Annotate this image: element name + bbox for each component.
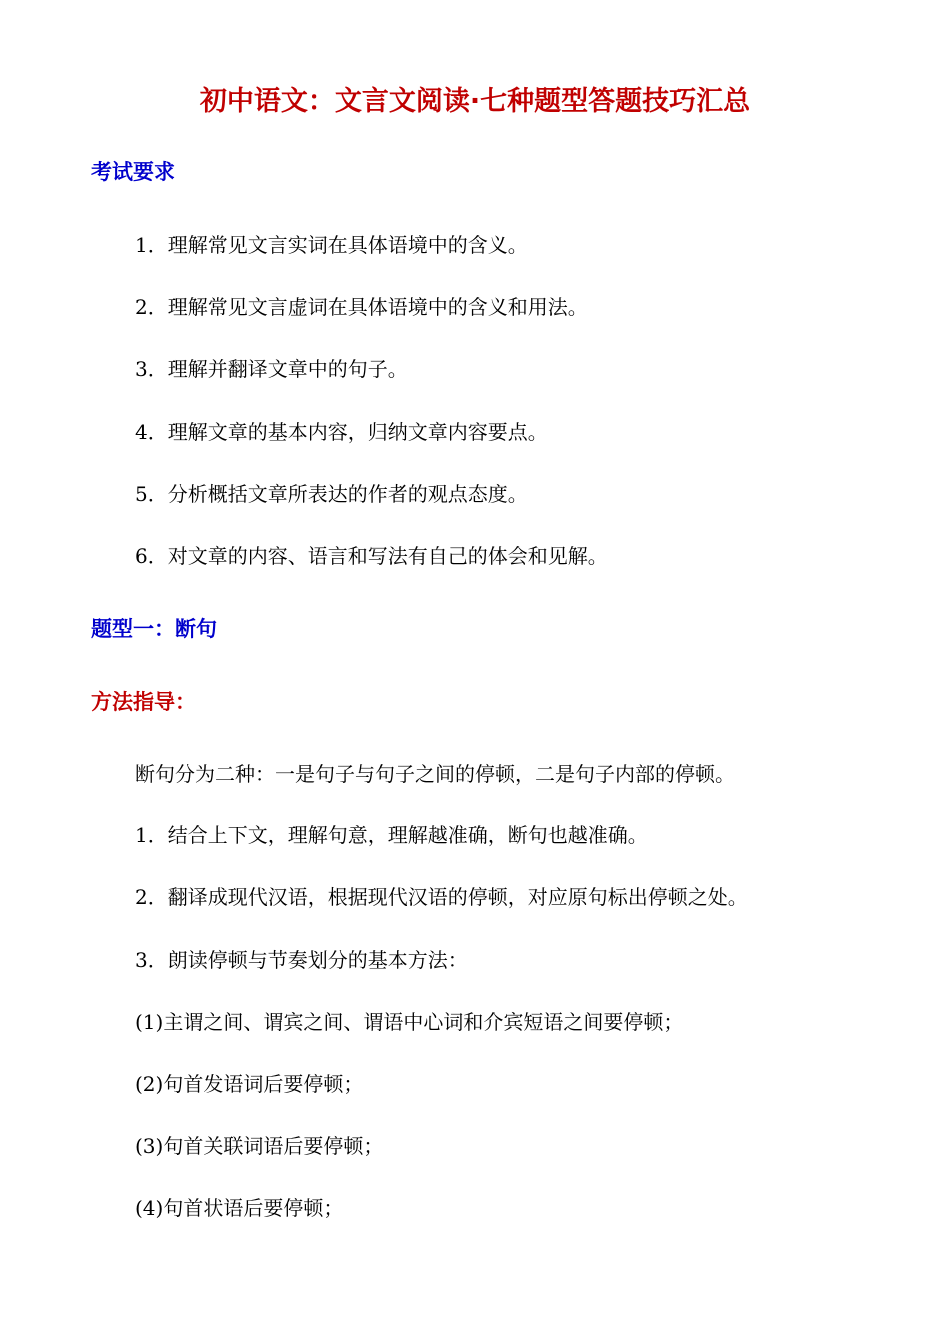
method-intro-paragraph: 断句分为二种：一是句子与句子之间的停顿，二是句子内部的停顿。 — [135, 762, 735, 786]
exam-requirement-item: 3．理解并翻译文章中的句子。 — [135, 357, 408, 381]
exam-requirement-item: 5．分析概括文章所表达的作者的观点态度。 — [135, 482, 528, 506]
method-item: 2．翻译成现代汉语，根据现代汉语的停顿，对应原句标出停顿之处。 — [135, 885, 748, 909]
method-subitem: (1)主谓之间、谓宾之间、谓语中心词和介宾短语之间要停顿； — [135, 1010, 684, 1034]
method-item: 3．朗读停顿与节奏划分的基本方法： — [135, 948, 468, 972]
method-item: 1．结合上下文，理解句意，理解越准确，断句也越准确。 — [135, 823, 648, 847]
exam-requirement-item: 1．理解常见文言实词在具体语境中的含义。 — [135, 233, 528, 257]
method-subitem: (2)句首发语词后要停顿； — [135, 1072, 364, 1096]
exam-requirement-item: 4．理解文章的基本内容，归纳文章内容要点。 — [135, 420, 548, 444]
method-subitem: (4)句首状语后要停顿； — [135, 1196, 344, 1220]
exam-requirement-item: 2．理解常见文言虚词在具体语境中的含义和用法。 — [135, 295, 588, 319]
subheading-method-guide: 方法指导： — [91, 690, 196, 714]
exam-requirement-item: 6．对文章的内容、语言和写法有自己的体会和见解。 — [135, 544, 608, 568]
section-heading-exam-requirements: 考试要求 — [91, 160, 175, 184]
section-heading-question-type-1: 题型一：断句 — [91, 617, 217, 641]
method-subitem: (3)句首关联词语后要停顿； — [135, 1134, 384, 1158]
document-title: 初中语文：文言文阅读·七种题型答题技巧汇总 — [199, 86, 751, 117]
